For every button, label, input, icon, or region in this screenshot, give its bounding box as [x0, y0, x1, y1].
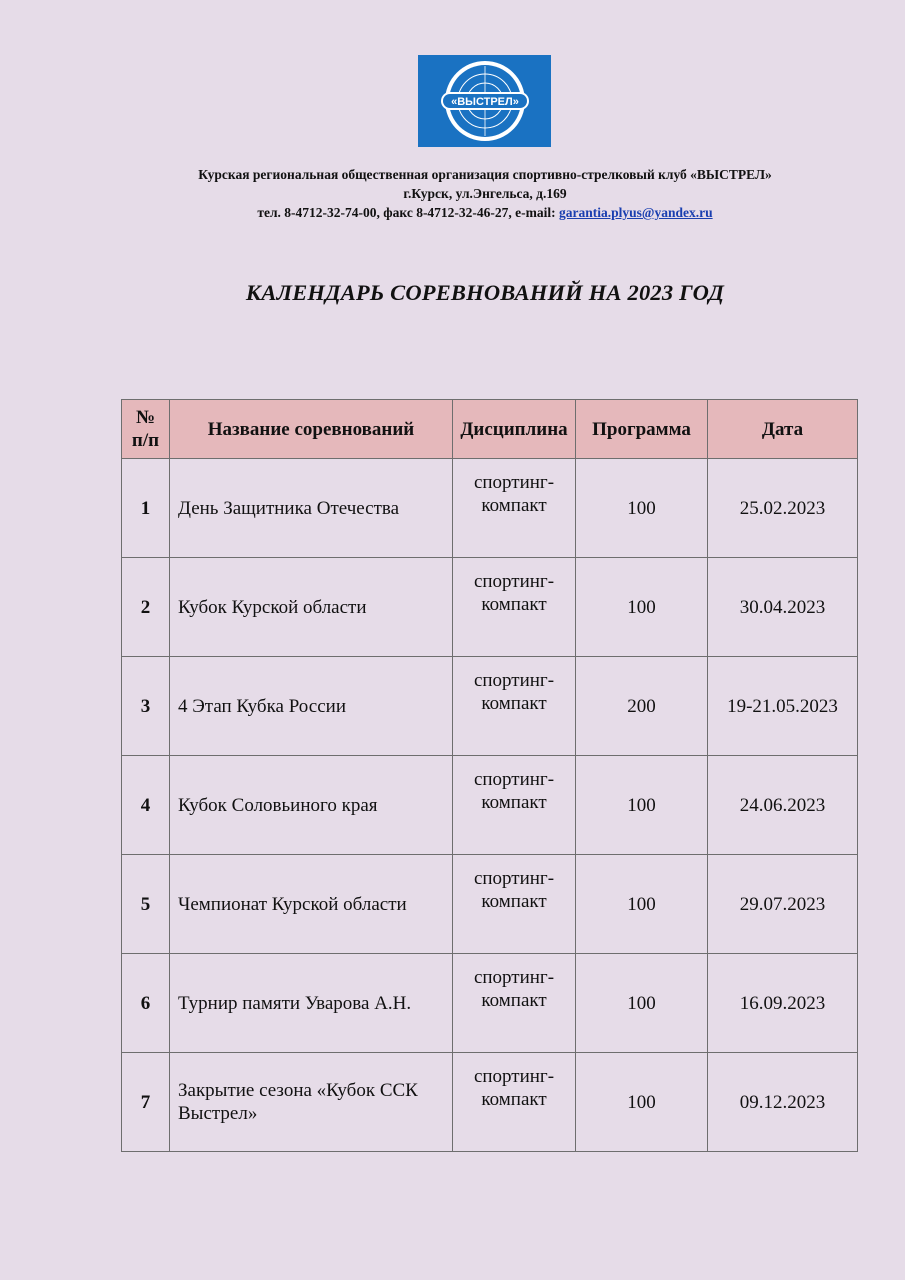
row-date: 29.07.2023	[708, 855, 858, 954]
row-num: 6	[122, 954, 170, 1053]
row-name: Закрытие сезона «Кубок ССК Выстрел»	[170, 1053, 453, 1152]
org-contacts: тел. 8-4712-32-74-00, факс 8-4712-32-46-27, e-mail: garantia.plyus@yandex.ru	[257, 205, 713, 220]
table-header-row	[122, 400, 858, 459]
org-address: г.Курск, ул.Энгельса, д.169	[403, 186, 567, 201]
row-name: Кубок Курской области	[170, 558, 453, 657]
competition-calendar-table	[121, 399, 858, 1152]
row-name: Кубок Соловьиного края	[170, 756, 453, 855]
row-num: 1	[122, 459, 170, 558]
row-discipline: спортинг-компакт	[453, 657, 576, 756]
table-row	[122, 954, 858, 1053]
row-program: 100	[576, 558, 708, 657]
org-name: Курская региональная общественная организация спортивно-стрелковый клуб «ВЫСТРЕЛ»	[198, 167, 772, 182]
row-num: 7	[122, 1053, 170, 1152]
organization-header	[0, 165, 905, 222]
header-num: № п/п	[122, 400, 170, 459]
row-discipline: спортинг-компакт	[453, 756, 576, 855]
row-num: 3	[122, 657, 170, 756]
row-num: 5	[122, 855, 170, 954]
row-program: 200	[576, 657, 708, 756]
table-row	[122, 855, 858, 954]
email-link[interactable]: garantia.plyus@yandex.ru	[559, 205, 713, 220]
row-discipline: спортинг-компакт	[453, 855, 576, 954]
row-program: 100	[576, 459, 708, 558]
row-date: 19-21.05.2023	[708, 657, 858, 756]
row-num: 2	[122, 558, 170, 657]
row-date: 30.04.2023	[708, 558, 858, 657]
header-name: Название соревнований	[170, 400, 453, 459]
row-discipline: спортинг-компакт	[453, 459, 576, 558]
club-logo	[418, 55, 551, 147]
row-date: 09.12.2023	[708, 1053, 858, 1152]
row-program: 100	[576, 756, 708, 855]
row-discipline: спортинг-компакт	[453, 1053, 576, 1152]
row-discipline: спортинг-компакт	[453, 954, 576, 1053]
row-name: Турнир памяти Уварова А.Н.	[170, 954, 453, 1053]
target-emblem	[439, 58, 531, 144]
row-name: День Защитника Отечества	[170, 459, 453, 558]
row-num: 4	[122, 756, 170, 855]
table-row	[122, 657, 858, 756]
table-row	[122, 1053, 858, 1152]
page-title: КАЛЕНДАРЬ СОРЕВНОВАНИЙ НА 2023 ГОД	[245, 280, 725, 305]
row-discipline: спортинг-компакт	[453, 558, 576, 657]
header-date: Дата	[708, 400, 858, 459]
table-row	[122, 558, 858, 657]
row-date: 16.09.2023	[708, 954, 858, 1053]
row-name: Чемпионат Курской области	[170, 855, 453, 954]
row-date: 25.02.2023	[708, 459, 858, 558]
row-name: 4 Этап Кубка России	[170, 657, 453, 756]
table-row	[122, 756, 858, 855]
row-program: 100	[576, 954, 708, 1053]
row-program: 100	[576, 855, 708, 954]
table-row	[122, 459, 858, 558]
row-program: 100	[576, 1053, 708, 1152]
header-discipline: Дисциплина	[453, 400, 576, 459]
header-program: Программа	[576, 400, 708, 459]
logo-text: «ВЫСТРЕЛ»	[450, 96, 519, 108]
row-date: 24.06.2023	[708, 756, 858, 855]
